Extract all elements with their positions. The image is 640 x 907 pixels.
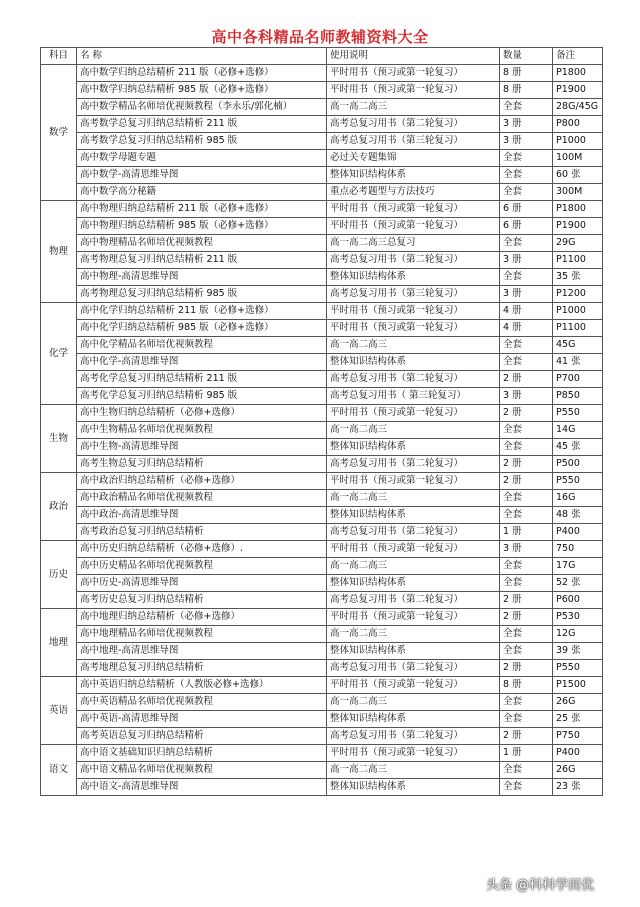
note-cell: 25 张 <box>553 711 603 728</box>
name-cell: 高中物理归纳总结精析 985 版（必修+选修） <box>77 218 327 235</box>
note-cell: P750 <box>553 728 603 745</box>
table-row <box>41 235 603 252</box>
header-subject: 科目 <box>41 48 77 65</box>
usage-cell: 高考总复习用书（第二轮复习） <box>327 660 500 677</box>
qty-cell: 全套 <box>500 269 553 286</box>
usage-cell: 平时用书（预习或第一轮复习） <box>327 303 500 320</box>
qty-cell: 全套 <box>500 337 553 354</box>
note-cell: 300M <box>553 184 603 201</box>
qty-cell: 3 册 <box>500 388 553 405</box>
table-row <box>41 354 603 371</box>
subject-cell: 数学 <box>41 65 77 201</box>
qty-cell: 1 册 <box>500 524 553 541</box>
note-cell: P1000 <box>553 303 603 320</box>
table-row <box>41 541 603 558</box>
name-cell: 高中历史-高清思维导图 <box>77 575 327 592</box>
table-row <box>41 133 603 150</box>
table-row <box>41 626 603 643</box>
usage-cell: 平时用书（预习或第一轮复习） <box>327 677 500 694</box>
note-cell: P700 <box>553 371 603 388</box>
qty-cell: 8 册 <box>500 65 553 82</box>
qty-cell: 全套 <box>500 235 553 252</box>
table-row <box>41 439 603 456</box>
subject-cell: 语文 <box>41 745 77 796</box>
note-cell: P530 <box>553 609 603 626</box>
table-body <box>41 65 603 796</box>
usage-cell: 重点必考题型与方法技巧 <box>327 184 500 201</box>
qty-cell: 2 册 <box>500 660 553 677</box>
name-cell: 高考历史总复习归纳总结精析 <box>77 592 327 609</box>
note-cell: 60 张 <box>553 167 603 184</box>
table-row <box>41 405 603 422</box>
table-row <box>41 456 603 473</box>
qty-cell: 3 册 <box>500 133 553 150</box>
note-cell: P1800 <box>553 65 603 82</box>
name-cell: 高中数学母题专题 <box>77 150 327 167</box>
usage-cell: 高考总复习用书（第二轮复习） <box>327 371 500 388</box>
qty-cell: 6 册 <box>500 201 553 218</box>
qty-cell: 2 册 <box>500 609 553 626</box>
usage-cell: 整体知识结构体系 <box>327 354 500 371</box>
qty-cell: 全套 <box>500 762 553 779</box>
table-row <box>41 218 603 235</box>
qty-cell: 全套 <box>500 779 553 796</box>
table-row <box>41 303 603 320</box>
usage-cell: 平时用书（预习或第一轮复习） <box>327 65 500 82</box>
table-row <box>41 507 603 524</box>
name-cell: 高中生物-高清思维导图 <box>77 439 327 456</box>
qty-cell: 全套 <box>500 99 553 116</box>
name-cell: 高中化学-高清思维导图 <box>77 354 327 371</box>
table-row <box>41 558 603 575</box>
name-cell: 高中政治-高清思维导图 <box>77 507 327 524</box>
name-cell: 高考英语总复习归纳总结精析 <box>77 728 327 745</box>
qty-cell: 3 册 <box>500 286 553 303</box>
name-cell: 高中语文基础知识归纳总结精析 <box>77 745 327 762</box>
usage-cell: 高考总复习用书（第三轮复习） <box>327 286 500 303</box>
qty-cell: 6 册 <box>500 218 553 235</box>
usage-cell: 高一高二高三 <box>327 626 500 643</box>
qty-cell: 全套 <box>500 643 553 660</box>
usage-cell: 高一高二高三 <box>327 762 500 779</box>
note-cell: P1500 <box>553 677 603 694</box>
note-cell: P500 <box>553 456 603 473</box>
table-row <box>41 150 603 167</box>
name-cell: 高中化学精品名师培优视频教程 <box>77 337 327 354</box>
usage-cell: 高考总复习用书（第二轮复习） <box>327 252 500 269</box>
note-cell: 52 张 <box>553 575 603 592</box>
qty-cell: 全套 <box>500 422 553 439</box>
subject-cell: 英语 <box>41 677 77 745</box>
usage-cell: 整体知识结构体系 <box>327 269 500 286</box>
table-row <box>41 320 603 337</box>
name-cell: 高考化学总复习归纳总结精析 211 版 <box>77 371 327 388</box>
table-row <box>41 422 603 439</box>
name-cell: 高中历史归纳总结精析（必修+选修）. <box>77 541 327 558</box>
qty-cell: 8 册 <box>500 677 553 694</box>
qty-cell: 全套 <box>500 167 553 184</box>
table-row <box>41 473 603 490</box>
catalog-table <box>40 47 603 796</box>
qty-cell: 全套 <box>500 490 553 507</box>
name-cell: 高中英语-高清思维导图 <box>77 711 327 728</box>
table-row <box>41 252 603 269</box>
usage-cell: 整体知识结构体系 <box>327 643 500 660</box>
note-cell: P850 <box>553 388 603 405</box>
name-cell: 高中数学归纳总结精析 985 版（必修+选修） <box>77 82 327 99</box>
usage-cell: 高考总复习用书（第二轮复习） <box>327 524 500 541</box>
table-row <box>41 711 603 728</box>
name-cell: 高中语文-高清思维导图 <box>77 779 327 796</box>
note-cell: 14G <box>553 422 603 439</box>
name-cell: 高中语文精品名师培优视频教程 <box>77 762 327 779</box>
table-row <box>41 660 603 677</box>
table-row <box>41 269 603 286</box>
note-cell: P400 <box>553 745 603 762</box>
usage-cell: 整体知识结构体系 <box>327 507 500 524</box>
header-qty: 数量 <box>500 48 553 65</box>
note-cell: P1900 <box>553 218 603 235</box>
page-title: 高中各科精品名师教辅资料大全 <box>211 28 429 46</box>
usage-cell: 平时用书（预习或第一轮复习） <box>327 405 500 422</box>
note-cell: P550 <box>553 660 603 677</box>
qty-cell: 全套 <box>500 711 553 728</box>
note-cell: P1100 <box>553 320 603 337</box>
note-cell: P1000 <box>553 133 603 150</box>
name-cell: 高中化学归纳总结精析 211 版（必修+选修） <box>77 303 327 320</box>
usage-cell: 整体知识结构体系 <box>327 779 500 796</box>
name-cell: 高中化学归纳总结精析 985 版（必修+选修） <box>77 320 327 337</box>
usage-cell: 平时用书（预习或第一轮复习） <box>327 745 500 762</box>
usage-cell: 整体知识结构体系 <box>327 167 500 184</box>
name-cell: 高中物理归纳总结精析 211 版（必修+选修） <box>77 201 327 218</box>
header-row <box>41 48 603 65</box>
subject-cell: 历史 <box>41 541 77 609</box>
table-row <box>41 592 603 609</box>
usage-cell: 高考总复习用书（第二轮复习） <box>327 728 500 745</box>
note-cell: P1800 <box>553 201 603 218</box>
table-row <box>41 694 603 711</box>
note-cell: P600 <box>553 592 603 609</box>
name-cell: 高中英语精品名师培优视频教程 <box>77 694 327 711</box>
name-cell: 高中生物精品名师培优视频教程 <box>77 422 327 439</box>
qty-cell: 全套 <box>500 575 553 592</box>
usage-cell: 高一高二高三总复习 <box>327 235 500 252</box>
table-row <box>41 490 603 507</box>
table-row <box>41 286 603 303</box>
usage-cell: 高一高二高三 <box>327 490 500 507</box>
header-name: 名 称 <box>77 48 327 65</box>
usage-cell: 平时用书（预习或第一轮复习） <box>327 609 500 626</box>
note-cell: 100M <box>553 150 603 167</box>
usage-cell: 平时用书（预习或第一轮复习） <box>327 541 500 558</box>
note-cell: P550 <box>553 405 603 422</box>
table-row <box>41 82 603 99</box>
note-cell: 35 张 <box>553 269 603 286</box>
table-row <box>41 728 603 745</box>
table-row <box>41 65 603 82</box>
name-cell: 高中地理归纳总结精析（必修+选修） <box>77 609 327 626</box>
usage-cell: 整体知识结构体系 <box>327 439 500 456</box>
table-row <box>41 99 603 116</box>
table-row <box>41 779 603 796</box>
watermark: 头条 @科科学而优 <box>486 878 595 893</box>
note-cell: 17G <box>553 558 603 575</box>
name-cell: 高考生物总复习归纳总结精析 <box>77 456 327 473</box>
usage-cell: 平时用书（预习或第一轮复习） <box>327 218 500 235</box>
name-cell: 高中物理-高清思维导图 <box>77 269 327 286</box>
note-cell: P1100 <box>553 252 603 269</box>
table-row <box>41 116 603 133</box>
qty-cell: 全套 <box>500 507 553 524</box>
table-row <box>41 524 603 541</box>
qty-cell: 4 册 <box>500 303 553 320</box>
table-row <box>41 677 603 694</box>
usage-cell: 高考总复习用书（第二轮复习） <box>327 116 500 133</box>
usage-cell: 整体知识结构体系 <box>327 711 500 728</box>
qty-cell: 全套 <box>500 558 553 575</box>
usage-cell: 高考总复习用书（ 第三轮复习） <box>327 388 500 405</box>
note-cell: 29G <box>553 235 603 252</box>
qty-cell: 2 册 <box>500 592 553 609</box>
subject-cell: 生物 <box>41 405 77 473</box>
qty-cell: 4 册 <box>500 320 553 337</box>
table-row <box>41 184 603 201</box>
table-row <box>41 337 603 354</box>
qty-cell: 2 册 <box>500 371 553 388</box>
note-cell: P800 <box>553 116 603 133</box>
qty-cell: 2 册 <box>500 728 553 745</box>
usage-cell: 平时用书（预习或第一轮复习） <box>327 201 500 218</box>
header-note: 备注 <box>553 48 603 65</box>
note-cell: 28G/45G <box>553 99 603 116</box>
qty-cell: 全套 <box>500 439 553 456</box>
name-cell: 高中地理-高清思维导图 <box>77 643 327 660</box>
table-row <box>41 167 603 184</box>
qty-cell: 8 册 <box>500 82 553 99</box>
subject-cell: 物理 <box>41 201 77 303</box>
name-cell: 高考地理总复习归纳总结精析 <box>77 660 327 677</box>
note-cell: 750 <box>553 541 603 558</box>
name-cell: 高考物理总复习归纳总结精析 211 版 <box>77 252 327 269</box>
note-cell: 23 张 <box>553 779 603 796</box>
usage-cell: 高考总复习用书（第三轮复习） <box>327 133 500 150</box>
name-cell: 高中英语归纳总结精析（人教版必修+选修） <box>77 677 327 694</box>
note-cell: 48 张 <box>553 507 603 524</box>
note-cell: 39 张 <box>553 643 603 660</box>
name-cell: 高考数学总复习归纳总结精析 985 版 <box>77 133 327 150</box>
qty-cell: 全套 <box>500 626 553 643</box>
subject-cell: 政治 <box>41 473 77 541</box>
qty-cell: 全套 <box>500 354 553 371</box>
usage-cell: 高一高二高三 <box>327 422 500 439</box>
qty-cell: 1 册 <box>500 745 553 762</box>
table-row <box>41 643 603 660</box>
table-row <box>41 575 603 592</box>
qty-cell: 2 册 <box>500 405 553 422</box>
header-usage: 使用说明 <box>327 48 500 65</box>
note-cell: 45 张 <box>553 439 603 456</box>
name-cell: 高中政治归纳总结精析（必修+选修） <box>77 473 327 490</box>
usage-cell: 高一高二高三 <box>327 337 500 354</box>
name-cell: 高中政治精品名师培优视频教程 <box>77 490 327 507</box>
note-cell: P400 <box>553 524 603 541</box>
usage-cell: 高考总复习用书（第二轮复习） <box>327 456 500 473</box>
name-cell: 高中物理精品名师培优视频教程 <box>77 235 327 252</box>
note-cell: 16G <box>553 490 603 507</box>
usage-cell: 高一高二高三 <box>327 99 500 116</box>
name-cell: 高中数学-高清思维导图 <box>77 167 327 184</box>
note-cell: 26G <box>553 694 603 711</box>
usage-cell: 整体知识结构体系 <box>327 575 500 592</box>
name-cell: 高考政治总复习归纳总结精析 <box>77 524 327 541</box>
note-cell: P1200 <box>553 286 603 303</box>
name-cell: 高中历史精品名师培优视频教程 <box>77 558 327 575</box>
subject-cell: 地理 <box>41 609 77 677</box>
qty-cell: 2 册 <box>500 456 553 473</box>
note-cell: 45G <box>553 337 603 354</box>
usage-cell: 高考总复习用书（第二轮复习） <box>327 592 500 609</box>
note-cell: P550 <box>553 473 603 490</box>
table-row <box>41 371 603 388</box>
qty-cell: 全套 <box>500 694 553 711</box>
usage-cell: 高一高二高三 <box>327 558 500 575</box>
usage-cell: 平时用书（预习或第一轮复习） <box>327 320 500 337</box>
usage-cell: 必过关专题集锦 <box>327 150 500 167</box>
usage-cell: 高一高二高三 <box>327 694 500 711</box>
note-cell: 12G <box>553 626 603 643</box>
note-cell: 26G <box>553 762 603 779</box>
table-row <box>41 609 603 626</box>
subject-cell: 化学 <box>41 303 77 405</box>
qty-cell: 2 册 <box>500 473 553 490</box>
name-cell: 高中数学归纳总结精析 211 版（必修+选修） <box>77 65 327 82</box>
note-cell: 41 张 <box>553 354 603 371</box>
name-cell: 高考数学总复习归纳总结精析 211 版 <box>77 116 327 133</box>
name-cell: 高考化学总复习归纳总结精析 985 版 <box>77 388 327 405</box>
usage-cell: 平时用书（预习或第一轮复习） <box>327 82 500 99</box>
table-row <box>41 388 603 405</box>
note-cell: P1900 <box>553 82 603 99</box>
table-row <box>41 201 603 218</box>
table-row <box>41 762 603 779</box>
qty-cell: 全套 <box>500 184 553 201</box>
qty-cell: 3 册 <box>500 116 553 133</box>
name-cell: 高中地理精品名师培优视频教程 <box>77 626 327 643</box>
name-cell: 高中数学高分秘籍 <box>77 184 327 201</box>
name-cell: 高中数学精品名师培优视频教程（李永乐/郭化楠） <box>77 99 327 116</box>
qty-cell: 3 册 <box>500 252 553 269</box>
qty-cell: 3 册 <box>500 541 553 558</box>
usage-cell: 平时用书（预习或第一轮复习） <box>327 473 500 490</box>
table-row <box>41 745 603 762</box>
name-cell: 高考物理总复习归纳总结精析 985 版 <box>77 286 327 303</box>
name-cell: 高中生物归纳总结精析（必修+选修） <box>77 405 327 422</box>
qty-cell: 全套 <box>500 150 553 167</box>
